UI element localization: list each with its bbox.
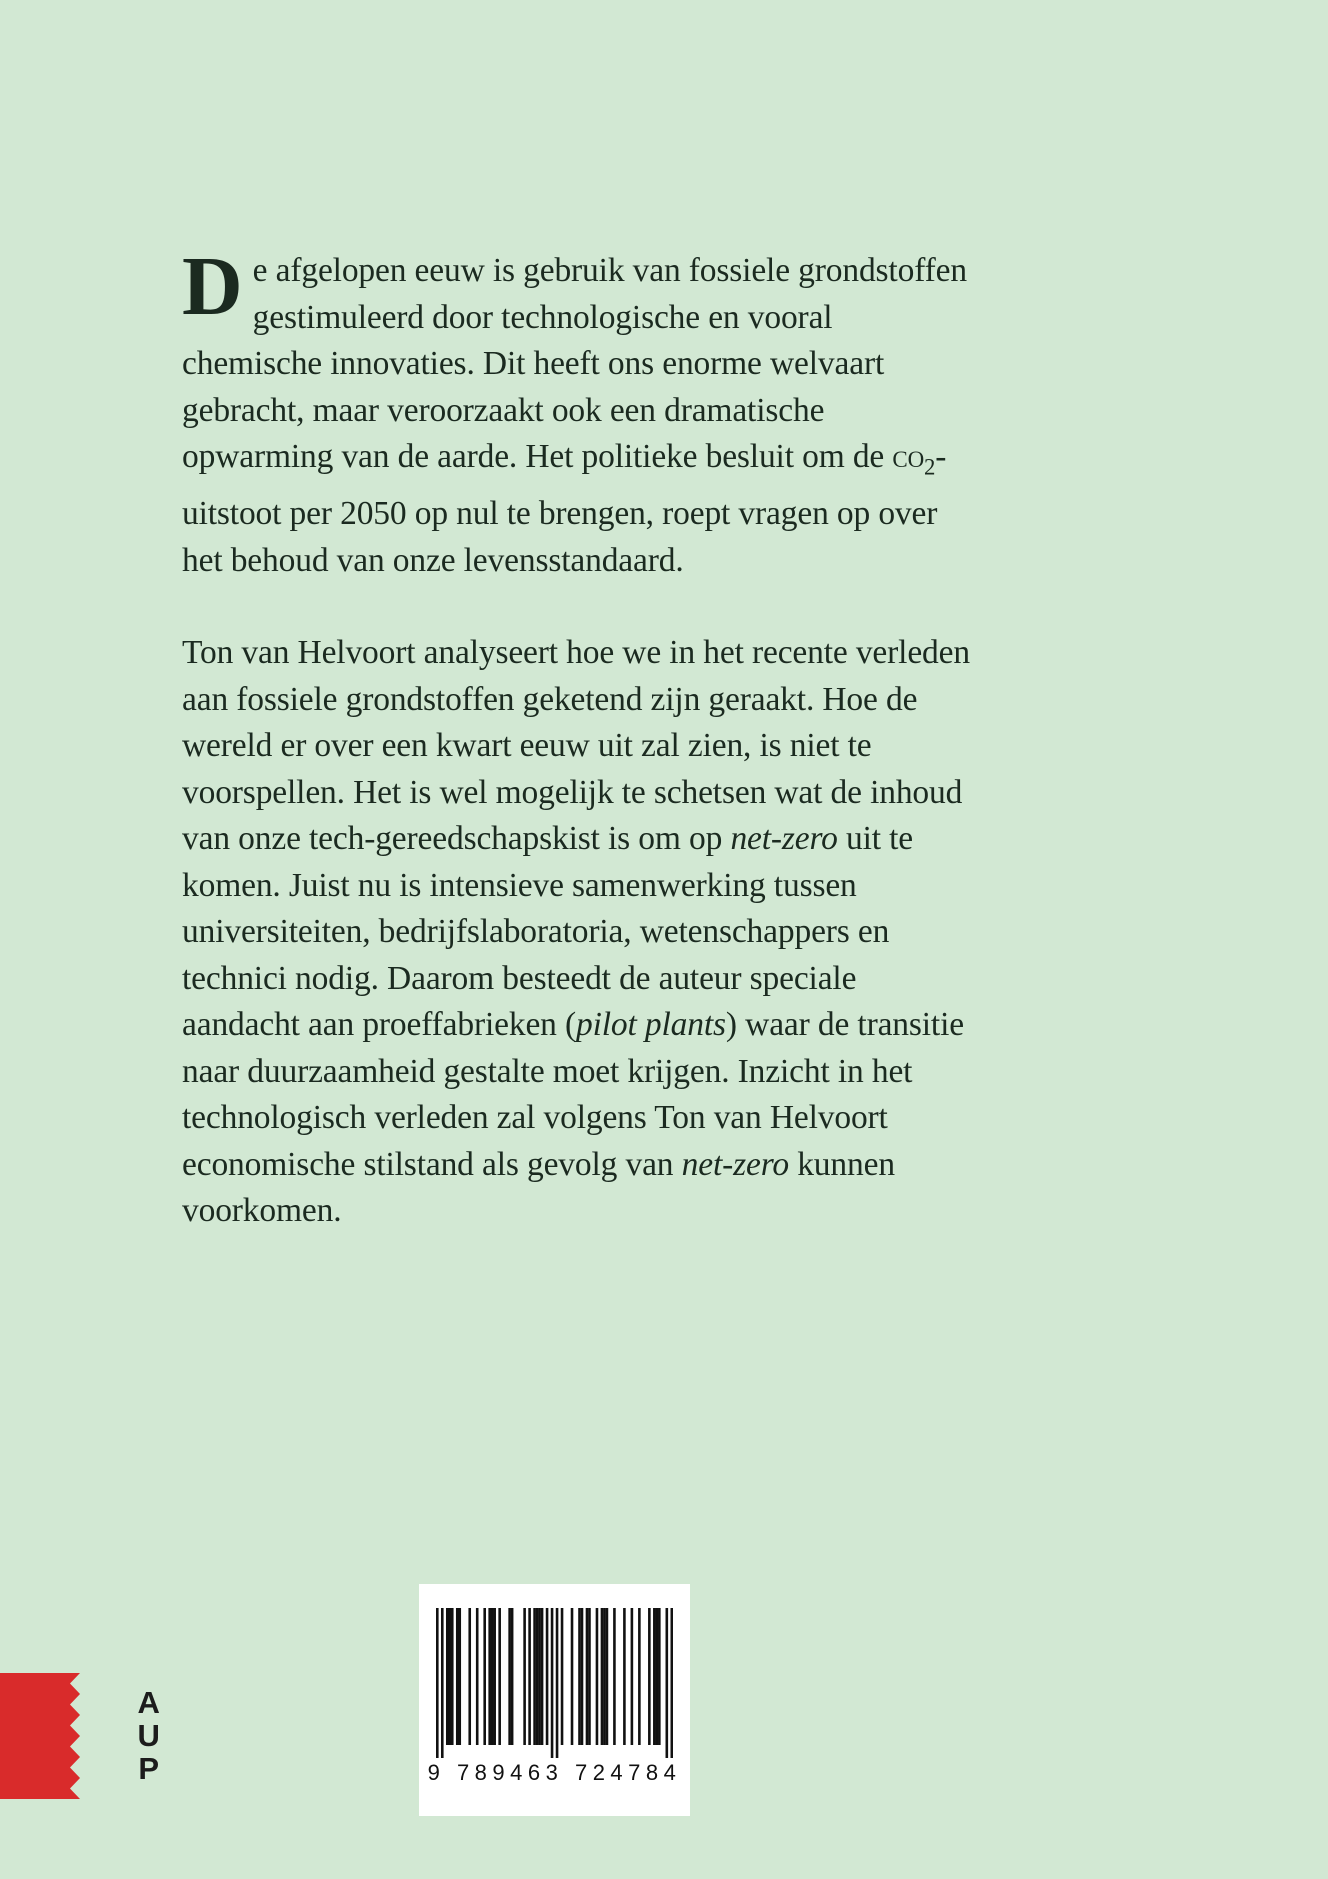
blurb-paragraph-2 bbox=[182, 630, 972, 1235]
publisher-logo-aup bbox=[125, 1686, 173, 1785]
barcode-bars bbox=[436, 1608, 673, 1758]
blurb-paragraph-2-part-3: ) waar de transitie naar duurzaamheid gestalte moet krijgen. Inzicht in het technologisch verleden zal volgens Ton van Helvoort economische stilstand als gevolg van bbox=[182, 1006, 964, 1183]
co2-subscript: 2 bbox=[924, 454, 936, 480]
barcode-block bbox=[419, 1584, 690, 1816]
co2-label: co bbox=[892, 438, 925, 475]
blurb-paragraph-2-part-4: kunnen voorkomen. bbox=[182, 1145, 895, 1230]
blurb-paragraph-1-part-2: -uitstoot per 2050 op nul te brengen, roept vragen op over het behoud van onze levensstandaard. bbox=[182, 438, 947, 579]
blurb-text-block bbox=[182, 240, 972, 1235]
term-net-zero-second: net-zero bbox=[681, 1145, 789, 1183]
aup-letter-p: P bbox=[138, 1751, 160, 1786]
blurb-paragraph-2-part-1: Ton van Helvoort analyseert hoe we in het recente verleden aan fossiele grondstoffen geketend zijn geraakt. Hoe de wereld er over een kwart eeuw uit zal zien, is niet te voorspellen. Het is wel mogelijk te schetsen wat de inhoud van onze tech-gereedschapskist is om op bbox=[182, 634, 970, 858]
term-pilot-plants: pilot plants bbox=[576, 1006, 726, 1044]
blurb-paragraph-1 bbox=[182, 240, 972, 584]
blurb-paragraph-1-part-1: e afgelopen eeuw is gebruik van fossiele grondstoffen gestimuleerd door technologische en vooral chemische innovaties. Dit heeft ons enorme welvaart gebracht, maar veroorzaakt ook een dramatische opwarming van de aarde. Het politieke besluit om de bbox=[182, 252, 967, 475]
aup-letter-a: A bbox=[137, 1685, 161, 1720]
red-zigzag-mark-icon bbox=[0, 1673, 88, 1799]
aup-letter-u: U bbox=[137, 1718, 161, 1753]
blurb-paragraph-2-part-2: uit te komen. Juist nu is intensieve samenwerking tussen universiteiten, bedrijfslaboratoria, wetenschappers en technici nodig. Daarom besteedt de auteur speciale aandacht aan proeffabrieken ( bbox=[182, 820, 914, 1044]
term-net-zero-first: net-zero bbox=[730, 820, 838, 858]
barcode-isbn-digits: 9 789463 724784 bbox=[427, 1760, 682, 1785]
drop-cap-letter: D bbox=[182, 240, 243, 333]
